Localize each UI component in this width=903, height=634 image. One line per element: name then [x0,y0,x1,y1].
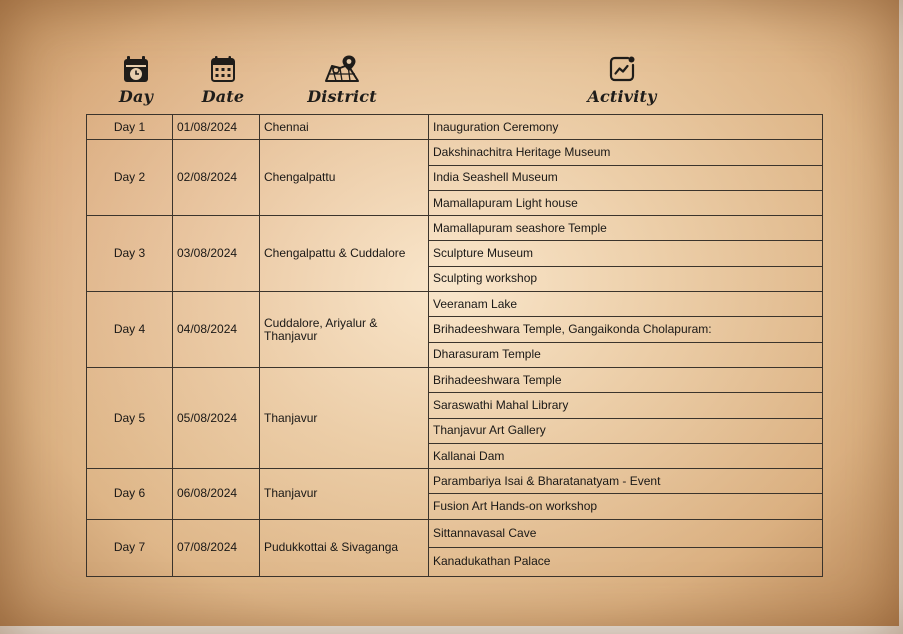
itinerary-table [86,114,823,577]
activity-cell: Mamallapuram seashore Temple [429,216,823,241]
activity-cell: Parambariya Isai & Bharatanatyam - Event [429,469,823,494]
table-row [87,367,823,392]
date-header-label: Date [201,87,245,106]
district-cell: Chengalpattu & Cuddalore [260,216,429,292]
trend-chart-icon [608,54,636,84]
table-row [87,292,823,317]
activity-header-label: Activity [587,87,657,106]
day-cell: Day 7 [87,519,173,576]
table-row [87,115,823,140]
district-cell: Chengalpattu [260,140,429,216]
date-cell: 02/08/2024 [173,140,260,216]
right-border [899,0,903,634]
activity-header [584,54,660,110]
activity-cell: Saraswathi Mahal Library [429,393,823,418]
table-row [87,140,823,165]
calendar-clock-icon [123,54,149,84]
activity-cell: Mamallapuram Light house [429,190,823,215]
activity-cell: Inauguration Ceremony [429,115,823,140]
activity-cell: India Seashell Museum [429,165,823,190]
day-cell: Day 2 [87,140,173,216]
activity-cell: Veeranam Lake [429,292,823,317]
date-cell: 04/08/2024 [173,292,260,368]
district-cell: Chennai [260,115,429,140]
date-cell: 05/08/2024 [173,367,260,468]
activity-cell: Dharasuram Temple [429,342,823,367]
district-header-label: District [307,87,377,106]
day-header [106,54,166,110]
activity-cell: Sittannavasal Cave [429,519,823,547]
date-header [192,54,254,110]
district-header [306,54,378,110]
day-cell: Day 5 [87,367,173,468]
date-cell: 06/08/2024 [173,469,260,520]
activity-cell: Kallanai Dam [429,443,823,468]
calendar-grid-icon [210,54,236,84]
table-row [87,216,823,241]
activity-cell: Brihadeeshwara Temple [429,367,823,392]
date-cell: 03/08/2024 [173,216,260,292]
activity-cell: Dakshinachitra Heritage Museum [429,140,823,165]
table-row [87,519,823,547]
date-cell: 01/08/2024 [173,115,260,140]
day-cell: Day 3 [87,216,173,292]
day-cell: Day 4 [87,292,173,368]
table-row [87,469,823,494]
day-cell: Day 1 [87,115,173,140]
activity-cell: Fusion Art Hands-on workshop [429,494,823,519]
date-cell: 07/08/2024 [173,519,260,576]
district-cell: Cuddalore, Ariyalur & Thanjavur [260,292,429,368]
district-cell: Thanjavur [260,469,429,520]
day-cell: Day 6 [87,469,173,520]
day-header-label: Day [118,87,154,106]
activity-cell: Thanjavur Art Gallery [429,418,823,443]
activity-cell: Brihadeeshwara Temple, Gangaikonda Cholapuram: [429,317,823,342]
activity-cell: Sculpture Museum [429,241,823,266]
activity-cell: Sculpting workshop [429,266,823,291]
district-cell: Thanjavur [260,367,429,468]
district-cell: Pudukkottai & Sivaganga [260,519,429,576]
activity-cell: Kanadukathan Palace [429,547,823,576]
map-pin-icon [323,54,361,84]
bottom-border [0,626,903,634]
